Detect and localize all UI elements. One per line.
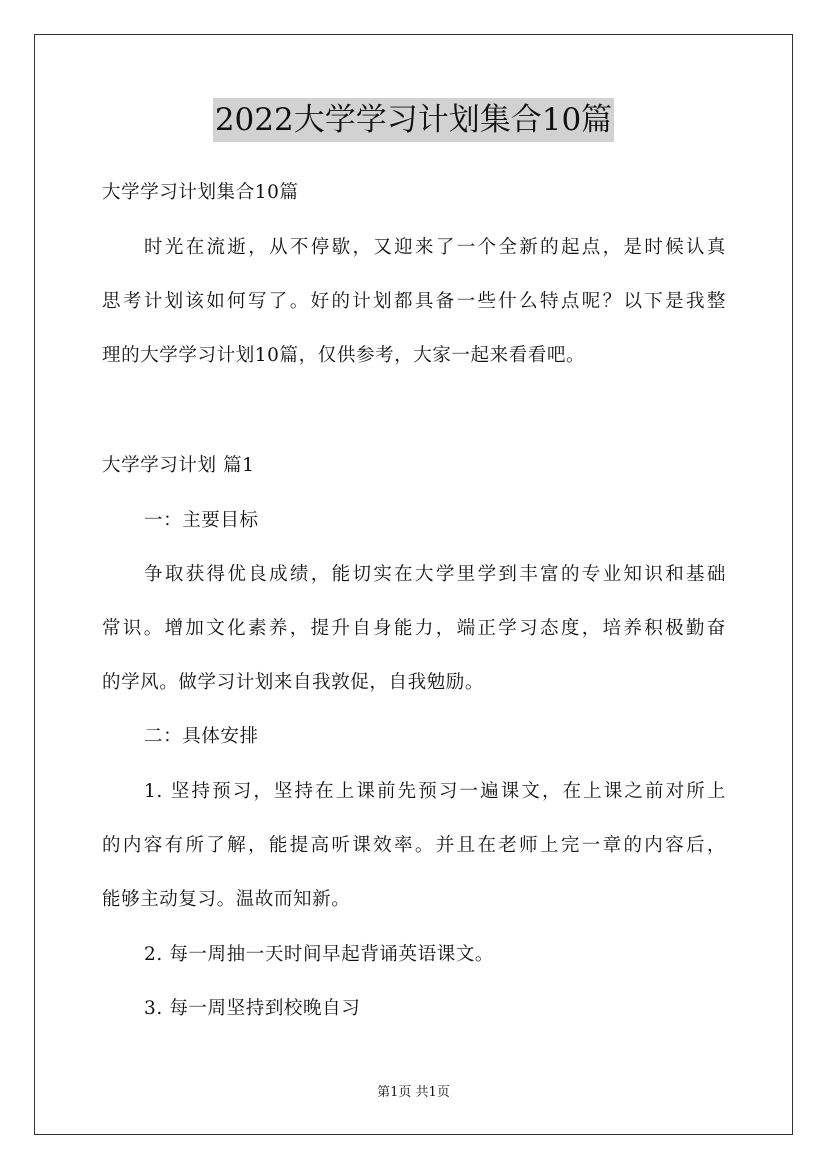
goal-paragraph-line-3: 的学风。做学习计划来自我敦促，自我勉励。 [102,672,485,693]
intro-heading: 大学学习计划集合10篇 [102,182,299,203]
document-title: 2022大学学习计划集合10篇 [213,98,614,142]
goal-paragraph-line-2: 常识。增加文化素养，提升自身能力，端正学习态度，培养积极勤奋 [102,618,726,639]
intro-paragraph-line-2: 思考计划该如何写了。好的计划都具备一些什么特点呢？以下是我整 [102,291,726,312]
goal-paragraph-line-1: 争取获得优良成绩，能切实在大学里学到丰富的专业知识和基础 [144,564,726,585]
page-number-label: 第1页 共1页 [377,1085,450,1100]
plan-item-1-line-3: 能够主动复习。温故而知新。 [102,889,351,910]
plan-item-3: 3. 每一周坚持到校晚自习 [144,998,361,1019]
section-heading-1: 大学学习计划 篇1 [102,455,255,476]
page-footer [0,1084,827,1102]
intro-paragraph-line-1: 时光在流逝，从不停歇，又迎来了一个全新的起点，是时候认真 [144,237,726,258]
plan-item-2: 2. 每一周抽一天时间早起背诵英语课文。 [144,944,495,965]
subheading-specific-plan: 二：具体安排 [144,726,259,747]
intro-paragraph-line-3: 理的大学学习计划10篇，仅供参考，大家一起来看看吧。 [102,345,586,366]
subheading-main-goal: 一：主要目标 [144,510,259,531]
title-container [0,98,827,142]
plan-item-1-line-1: 1. 坚持预习，坚持在上课前先预习一遍课文，在上课之前对所上 [144,781,726,802]
plan-item-1-line-2: 的内容有所了解，能提高听课效率。并且在老师上完一章的内容后， [102,835,726,856]
